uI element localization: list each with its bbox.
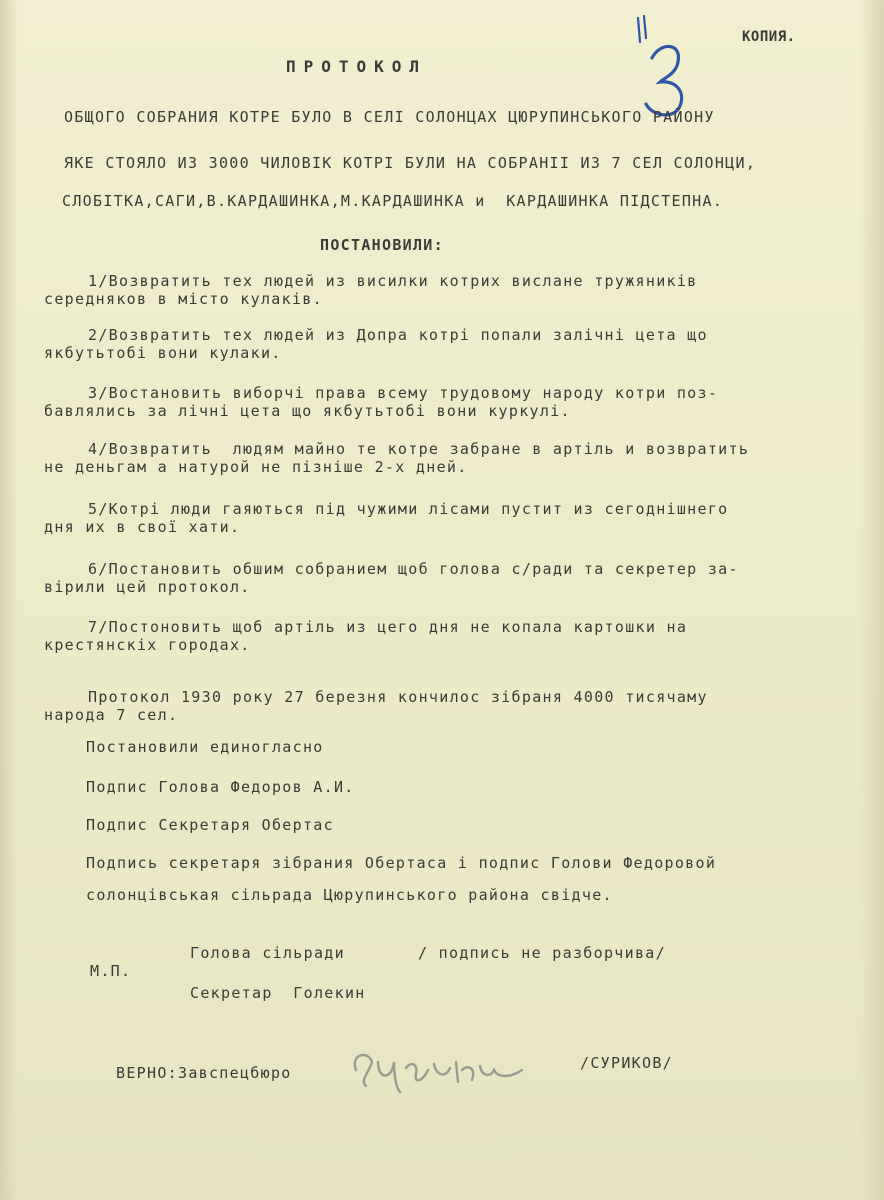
header-line-1: ОБЩОГО СОБРАНИЯ КОТРЕ БУЛО В СЕЛI СОЛОНЦАХ ЦЮРУПИНСЬКОГО РАЙОНУ bbox=[64, 108, 715, 126]
resolution-line: 1/Возвратить тех людей из висилки котрих вислане тружяників bbox=[88, 272, 698, 290]
resolution-line: 4/Возвратить людям майно те котре забране в артіль и возвратить bbox=[88, 440, 750, 458]
copy-mark: КОПИЯ. bbox=[742, 29, 796, 45]
certification-line-1: Подпись секретаря зiбрания Обертаса i подпис Голови Федоровой bbox=[86, 854, 717, 872]
resolution-line: не деньгам а натурой не пізніше 2-х дней. bbox=[44, 458, 468, 476]
seal-label: М.П. bbox=[90, 962, 132, 980]
council-secretary-label: Секретар Голекин bbox=[190, 984, 366, 1002]
blue-pencil-number-mark bbox=[630, 12, 690, 122]
council-head-label: Голова сільради bbox=[190, 944, 345, 962]
resolution-line: вірили цей протокол. bbox=[44, 578, 251, 596]
closing-line-2: народа 7 сел. bbox=[44, 706, 179, 724]
resolution-line: дня их в свої хати. bbox=[44, 518, 241, 536]
resolved-heading: ПОСТАНОВИЛИ: bbox=[320, 236, 444, 254]
handwritten-signature bbox=[350, 1040, 530, 1100]
resolution-line: 5/Котрі люди гаяються під чужими лiсами пустит из сегоднішнего bbox=[88, 500, 729, 518]
header-line-3: СЛОБIТКА,САГИ,В.КАРДАШИНКА,М.КАРДАШИНКА и КАРДАШИНКА ПIДСТЕПНА. bbox=[62, 192, 724, 210]
head-signature-line: Подпис Голова Федоров А.И. bbox=[86, 778, 355, 796]
resolution-line: середняков в місто кулаків. bbox=[44, 290, 323, 308]
resolution-line: 3/Востановить виборчі права всему трудовому народу котри поз- bbox=[88, 384, 719, 402]
resolution-line: 2/Возвратить тех людей из Допра котрі попали зaлiчнi цета що bbox=[88, 326, 708, 344]
document-title: ПРОТОКОЛ bbox=[286, 57, 428, 76]
secretary-signature-line: Подпис Секретаря Обертас bbox=[86, 816, 334, 834]
resolution-line: крестянскіх городах. bbox=[44, 636, 251, 654]
certification-line-2: солонцiвськая сiльрада Цюрупинського района свiдче. bbox=[86, 886, 613, 904]
council-head-signature-note: / подпись не разборчива/ bbox=[418, 944, 666, 962]
header-line-2: ЯКЕ СТОЯЛО ИЗ 3000 ЧИЛОВIК КОТРI БУЛИ НА СОБРАНII ИЗ 7 СЕЛ СОЛОНЦИ, bbox=[64, 154, 757, 172]
paper-edge-right bbox=[860, 0, 884, 1200]
closing-line-1: Протокол 1930 року 27 березня кончилос зiбраня 4000 тисячаму bbox=[88, 688, 708, 706]
verified-name: /СУРИКОВ/ bbox=[580, 1054, 673, 1072]
resolution-line: бавлялись за лічні цета що якбутьтобі вони куркулі. bbox=[44, 402, 571, 420]
verified-label: ВЕРНО:Завспецбюро bbox=[116, 1064, 292, 1082]
resolution-line: якбутьтобі вони кулаки. bbox=[44, 344, 282, 362]
resolution-line: 6/Постановить обшим собранием щоб голова с/ради та секретер за- bbox=[88, 560, 739, 578]
unanimous-line: Постановили единогласно bbox=[86, 738, 324, 756]
resolution-line: 7/Постоновить щоб артіль из цего дня не копала картошки на bbox=[88, 618, 688, 636]
paper-edge-left bbox=[0, 0, 18, 1200]
